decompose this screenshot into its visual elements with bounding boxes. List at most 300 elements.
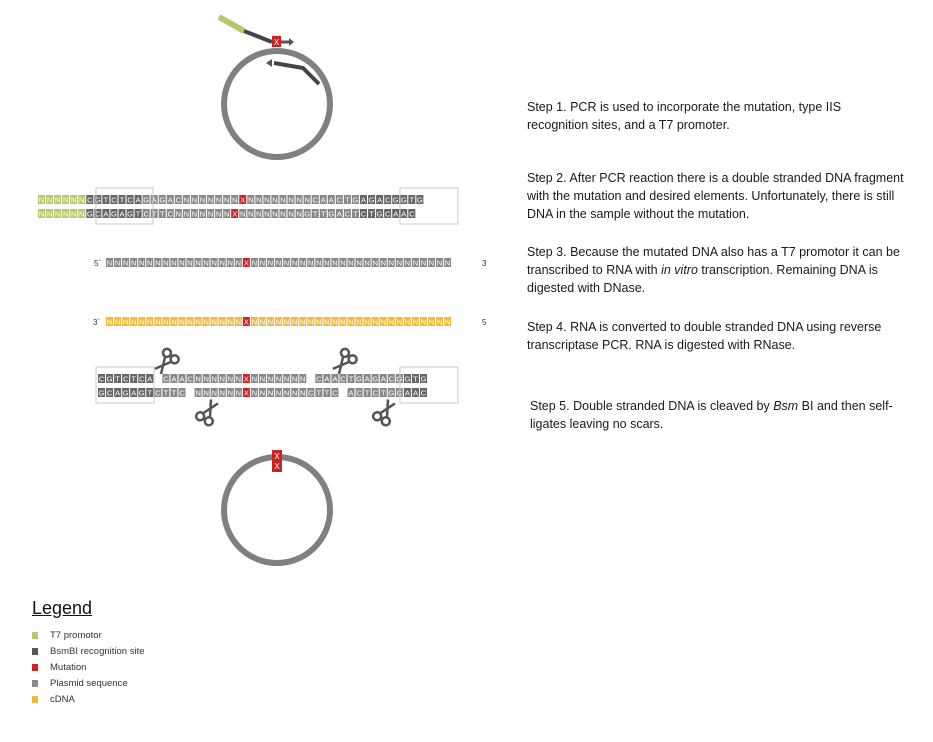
base-letter: N — [380, 258, 386, 268]
base-letter: A — [336, 209, 342, 219]
base-letter: N — [195, 388, 201, 398]
base-letter: G — [396, 374, 403, 384]
mutation-x-final-1: X — [274, 452, 280, 461]
legend-item — [32, 691, 145, 707]
base-letter: N — [396, 317, 403, 327]
ssdna-3-label: 3 — [482, 259, 487, 268]
base-letter: G — [388, 388, 395, 398]
base-letter: N — [147, 258, 153, 268]
base-letter: N — [223, 195, 230, 205]
base-letter: N — [187, 258, 193, 268]
base-letter: C — [179, 388, 185, 398]
base-letter: A — [179, 374, 185, 384]
legend-item — [32, 643, 145, 659]
base-letter: N — [275, 374, 282, 384]
base-letter: T — [413, 374, 418, 384]
base-letter: N — [356, 317, 362, 327]
base-letter: N — [291, 388, 298, 398]
base-letter: A — [324, 374, 330, 384]
base-letter: N — [179, 317, 185, 327]
forward-primer — [244, 31, 272, 42]
base-letter: N — [54, 209, 61, 219]
base-letter: T — [135, 209, 141, 219]
ds-cut-bottom-strand — [98, 388, 427, 398]
scissors-icon — [151, 347, 180, 377]
base-letter: N — [251, 317, 258, 327]
base-letter: N — [62, 195, 69, 205]
base-letter: N — [147, 317, 153, 327]
base-letter: N — [259, 388, 266, 398]
base-letter: N — [316, 258, 322, 268]
legend-swatch — [32, 648, 38, 655]
base-letter: A — [167, 195, 173, 205]
legend-label: cDNA — [50, 693, 75, 705]
base-letter: A — [393, 209, 399, 219]
base-letter: N — [163, 258, 169, 268]
base-letter: N — [62, 209, 69, 219]
base-letter: N — [219, 374, 225, 384]
base-letter: N — [138, 258, 145, 268]
base-letter: N — [171, 317, 177, 327]
base-letter: G — [404, 374, 411, 384]
base-letter: N — [332, 258, 338, 268]
forward-arrow-head — [289, 38, 294, 46]
base-letter: N — [187, 317, 193, 327]
base-letter: N — [264, 209, 270, 219]
base-letter: N — [264, 195, 270, 205]
base-letter: N — [404, 317, 411, 327]
base-letter: N — [291, 258, 298, 268]
step-1-body: Step 1. PCR is used to incorporate the mutation, type IIS recognition sites, and a T7 promoter. — [527, 100, 842, 132]
base-letter: A — [115, 388, 121, 398]
legend-items — [32, 627, 145, 707]
base-letter: N — [444, 258, 451, 268]
base-letter: N — [296, 195, 302, 205]
base-letter: A — [332, 374, 338, 384]
base-letter: X — [243, 388, 249, 398]
base-letter: G — [138, 388, 145, 398]
base-letter: N — [420, 258, 427, 268]
base-letter: A — [364, 374, 370, 384]
base-letter: N — [171, 258, 177, 268]
base-letter: N — [444, 317, 451, 327]
base-letter: C — [187, 374, 193, 384]
base-letter: N — [251, 388, 258, 398]
base-letter: T — [131, 374, 136, 384]
base-letter: C — [98, 374, 105, 384]
base-letter: X — [243, 374, 249, 384]
base-letter: C — [409, 209, 415, 219]
base-letter: C — [167, 209, 174, 219]
base-letter: N — [291, 317, 298, 327]
base-letter: G — [106, 374, 113, 384]
base-letter: N — [380, 317, 386, 327]
base-letter: N — [304, 195, 310, 205]
base-letter: C — [127, 195, 133, 205]
base-letter: C — [332, 388, 338, 398]
step-3-body-pre: Step 3. Because the mutated DNA also has a T7 promotor it can be transcribed to RNA with — [527, 245, 900, 277]
base-letter: N — [256, 195, 262, 205]
legend-label: BsmBI recognition site — [50, 645, 145, 657]
base-letter: N — [275, 258, 282, 268]
base-letter: N — [227, 374, 234, 384]
base-letter: N — [138, 317, 145, 327]
base-letter: A — [171, 374, 177, 384]
bsmbi-box-cut-left — [96, 367, 154, 403]
base-letter: N — [195, 374, 201, 384]
base-letter: T — [103, 195, 109, 205]
base-letter: A — [348, 388, 354, 398]
base-letter: N — [203, 317, 209, 327]
base-letter: G — [352, 195, 359, 205]
base-letter: A — [320, 195, 326, 205]
base-letter: N — [364, 317, 370, 327]
base-letter: N — [267, 317, 274, 327]
base-letter: N — [207, 209, 214, 219]
base-letter: C — [372, 388, 378, 398]
base-letter: A — [401, 209, 407, 219]
base-letter: C — [122, 374, 129, 384]
base-letter: G — [143, 195, 150, 205]
base-letter: G — [304, 209, 311, 219]
base-letter: N — [46, 209, 53, 219]
bsmbi-box-left — [96, 188, 153, 224]
base-letter: N — [396, 258, 403, 268]
base-letter: T — [345, 195, 350, 205]
base-letter: N — [79, 195, 85, 205]
base-letter: G — [86, 209, 93, 219]
base-letter: N — [280, 195, 286, 205]
scissors-icon — [372, 397, 400, 427]
base-letter: C — [344, 209, 351, 219]
base-letter: T — [147, 388, 153, 398]
legend-item — [32, 675, 145, 691]
ds-cut-top-strand — [98, 374, 427, 384]
base-letter: T — [348, 374, 354, 384]
base-letter: N — [191, 209, 198, 219]
base-letter: N — [372, 258, 378, 268]
base-letter: A — [380, 374, 386, 384]
base-letter: N — [227, 388, 234, 398]
step-5-text — [530, 397, 900, 433]
plasmid-circle-final — [224, 457, 330, 563]
base-letter: A — [328, 195, 334, 205]
base-letter: T — [364, 388, 370, 398]
base-letter: N — [46, 195, 53, 205]
base-letter: C — [139, 374, 145, 384]
base-letter: C — [95, 209, 101, 219]
base-letter: N — [219, 258, 225, 268]
base-letter: N — [364, 258, 370, 268]
base-letter: N — [283, 317, 290, 327]
base-letter: C — [340, 374, 346, 384]
base-letter: C — [143, 209, 149, 219]
base-letter: N — [256, 209, 262, 219]
base-letter: X — [232, 209, 238, 219]
base-letter: N — [211, 388, 217, 398]
base-letter: N — [436, 317, 443, 327]
base-letter: N — [183, 195, 190, 205]
step-3-body-post: transcription. Remaining DNA is digested with DNase. — [527, 263, 878, 295]
base-letter: C — [384, 195, 391, 205]
rna-5-label: 5 — [482, 318, 487, 327]
legend-swatch — [32, 664, 38, 671]
base-letter: C — [111, 195, 117, 205]
base-letter: N — [179, 258, 185, 268]
base-letter: N — [259, 258, 266, 268]
base-letter: N — [308, 258, 314, 268]
base-letter: T — [380, 388, 386, 398]
base-letter: N — [404, 258, 411, 268]
base-letter: N — [428, 317, 435, 327]
base-letter: N — [259, 374, 266, 384]
scissors-icon — [329, 347, 358, 377]
legend-item — [32, 627, 145, 643]
base-letter: N — [275, 317, 282, 327]
base-letter: N — [235, 258, 242, 268]
legend-label: T7 promotor — [50, 629, 102, 641]
base-letter: T — [151, 209, 157, 219]
base-letter: N — [388, 317, 394, 327]
base-letter: N — [340, 317, 346, 327]
step-2-text — [527, 169, 912, 223]
base-letter: T — [115, 374, 120, 384]
base-letter: N — [199, 195, 206, 205]
ds-pcr-product — [38, 188, 458, 224]
base-letter: C — [163, 374, 169, 384]
base-letter: N — [324, 258, 330, 268]
base-letter: G — [94, 195, 101, 205]
base-letter: T — [163, 388, 169, 398]
plasmid-circle-top — [224, 51, 330, 157]
base-letter: N — [332, 317, 338, 327]
base-letter: N — [340, 258, 346, 268]
base-letter: N — [219, 388, 225, 398]
base-letter: N — [283, 388, 290, 398]
base-letter: G — [356, 374, 363, 384]
step-4-body: Step 4. RNA is converted to double stranded DNA using reverse transcriptase PCR. RNA is digested with RNase. — [527, 320, 882, 352]
base-letter: T — [159, 209, 165, 219]
base-letter: A — [135, 195, 141, 205]
base-letter: N — [211, 374, 217, 384]
base-letter: G — [416, 195, 423, 205]
base-letter: N — [267, 388, 274, 398]
base-letter: N — [114, 317, 121, 327]
base-letter: G — [127, 209, 133, 219]
legend-title: Legend — [32, 598, 93, 618]
base-letter: N — [272, 209, 278, 219]
base-letter: N — [388, 258, 394, 268]
base-letter: A — [131, 388, 137, 398]
base-letter: C — [316, 374, 322, 384]
base-letter: A — [151, 195, 157, 205]
base-letter: G — [368, 195, 375, 205]
base-letter: N — [54, 195, 61, 205]
base-letter: A — [147, 374, 153, 384]
base-letter: N — [280, 209, 286, 219]
base-letter: N — [211, 317, 217, 327]
base-letter: T — [324, 388, 330, 398]
base-letter: A — [377, 195, 383, 205]
base-letter: N — [300, 374, 306, 384]
mutation-x-top: X — [273, 38, 280, 47]
base-letter: T — [171, 388, 177, 398]
base-letter: G — [111, 209, 117, 219]
base-letter: N — [436, 258, 443, 268]
base-letter: N — [299, 258, 306, 268]
base-letter: N — [122, 317, 129, 327]
base-letter: G — [122, 388, 129, 398]
base-letter: N — [372, 317, 378, 327]
base-letter: N — [348, 258, 354, 268]
step-5-italic: Bsm — [773, 399, 799, 413]
step-2-body: Step 2. After PCR reaction there is a double stranded DNA fragment with the mutation and desired elements. Unfortunately, there is still DNA in the sample without the mutation. — [527, 171, 904, 221]
reverse-arrow-head — [266, 59, 272, 67]
plasmid-step1 — [219, 17, 330, 157]
step-5-body-post: BI and then self-ligates leaving no scars. — [530, 399, 893, 431]
base-letter: N — [122, 258, 129, 268]
base-letter: A — [103, 209, 109, 219]
base-letter: N — [70, 195, 77, 205]
legend-item — [32, 659, 145, 675]
base-letter: C — [312, 195, 318, 205]
base-letter: N — [412, 258, 419, 268]
ds-pcr-bottom-strand — [38, 209, 415, 219]
base-letter: T — [119, 195, 125, 205]
base-letter: C — [175, 195, 182, 205]
step-4-text — [527, 318, 897, 354]
legend-swatch — [32, 680, 38, 687]
base-letter: N — [248, 209, 254, 219]
mutation-x-final-2: X — [274, 462, 280, 471]
base-letter: N — [316, 317, 322, 327]
base-letter: A — [412, 388, 418, 398]
t7-primer-tail — [219, 17, 244, 31]
base-letter: N — [227, 258, 233, 268]
base-letter: X — [240, 195, 246, 205]
base-letter: N — [356, 258, 362, 268]
base-letter: N — [272, 195, 278, 205]
base-letter: C — [155, 388, 161, 398]
base-letter: C — [356, 388, 362, 398]
base-letter: T — [353, 209, 358, 219]
base-letter: G — [372, 374, 379, 384]
base-letter: N — [235, 374, 242, 384]
base-letter: G — [159, 195, 166, 205]
base-letter: N — [215, 195, 222, 205]
base-letter: N — [106, 258, 113, 268]
step-5-body-pre: Step 5. Double stranded DNA is cleaved by — [530, 399, 774, 413]
base-letter: N — [38, 209, 45, 219]
base-letter: N — [235, 317, 242, 327]
base-letter: C — [420, 388, 427, 398]
base-letter: X — [243, 317, 249, 327]
base-letter: C — [308, 388, 314, 398]
bsmbi-box-cut-right — [400, 367, 458, 403]
base-letter: N — [191, 195, 198, 205]
base-letter: N — [428, 258, 435, 268]
base-letter: C — [87, 195, 93, 205]
base-letter: T — [320, 209, 326, 219]
legend-swatch — [32, 696, 38, 703]
base-letter: N — [70, 209, 77, 219]
base-letter: C — [396, 388, 403, 398]
base-letter: N — [203, 374, 209, 384]
base-letter: G — [392, 195, 399, 205]
base-letter: N — [300, 388, 306, 398]
base-letter: N — [203, 388, 209, 398]
base-letter: N — [251, 374, 258, 384]
base-letter: N — [275, 388, 282, 398]
base-letter: N — [199, 209, 206, 219]
ssdna-5-label: 5` — [94, 259, 102, 268]
base-letter: N — [183, 209, 190, 219]
base-letter: N — [283, 258, 290, 268]
base-letter: N — [259, 317, 266, 327]
base-letter: T — [409, 195, 415, 205]
ds-cut-product — [96, 367, 458, 403]
legend-label: Mutation — [50, 661, 87, 673]
base-letter: C — [336, 195, 343, 205]
base-letter: N — [283, 374, 290, 384]
base-letter: N — [288, 195, 294, 205]
base-letter: N — [130, 258, 137, 268]
base-letter: A — [360, 195, 367, 205]
base-letter: N — [299, 317, 306, 327]
base-letter: N — [175, 209, 182, 219]
bsmbi-box-right — [400, 188, 458, 224]
base-letter: N — [195, 258, 201, 268]
base-letter: N — [223, 209, 230, 219]
base-letter: N — [130, 317, 137, 327]
base-letter: A — [404, 388, 410, 398]
base-letter: N — [248, 195, 254, 205]
base-letter: N — [106, 317, 113, 327]
base-letter: N — [240, 209, 246, 219]
base-letter: N — [420, 317, 427, 327]
step-3-italic: in vitro — [661, 263, 698, 277]
base-letter: N — [296, 209, 302, 219]
base-letter: G — [400, 195, 407, 205]
base-letter: T — [369, 209, 374, 219]
base-letter: N — [211, 258, 217, 268]
plasmid-final — [224, 450, 330, 563]
base-letter: N — [227, 317, 233, 327]
base-letter: N — [207, 195, 214, 205]
base-letter: N — [215, 209, 222, 219]
base-letter: G — [420, 374, 427, 384]
rna-3-label: 3` — [93, 318, 101, 327]
scissors-icon — [195, 397, 223, 427]
base-letter: C — [106, 388, 113, 398]
base-letter: G — [98, 388, 105, 398]
base-letter: N — [251, 258, 258, 268]
base-letter: N — [163, 317, 169, 327]
base-letter: N — [231, 195, 238, 205]
base-letter: N — [219, 317, 225, 327]
step-1-text — [527, 98, 857, 134]
base-letter: A — [119, 209, 125, 219]
base-letter: C — [388, 374, 395, 384]
base-letter: G — [328, 209, 335, 219]
base-letter: N — [348, 317, 354, 327]
base-letter: N — [195, 317, 201, 327]
base-letter: N — [235, 388, 242, 398]
base-letter: N — [203, 258, 209, 268]
base-letter: T — [316, 388, 322, 398]
legend-label: Plasmid sequence — [50, 677, 128, 689]
base-letter: N — [288, 209, 294, 219]
